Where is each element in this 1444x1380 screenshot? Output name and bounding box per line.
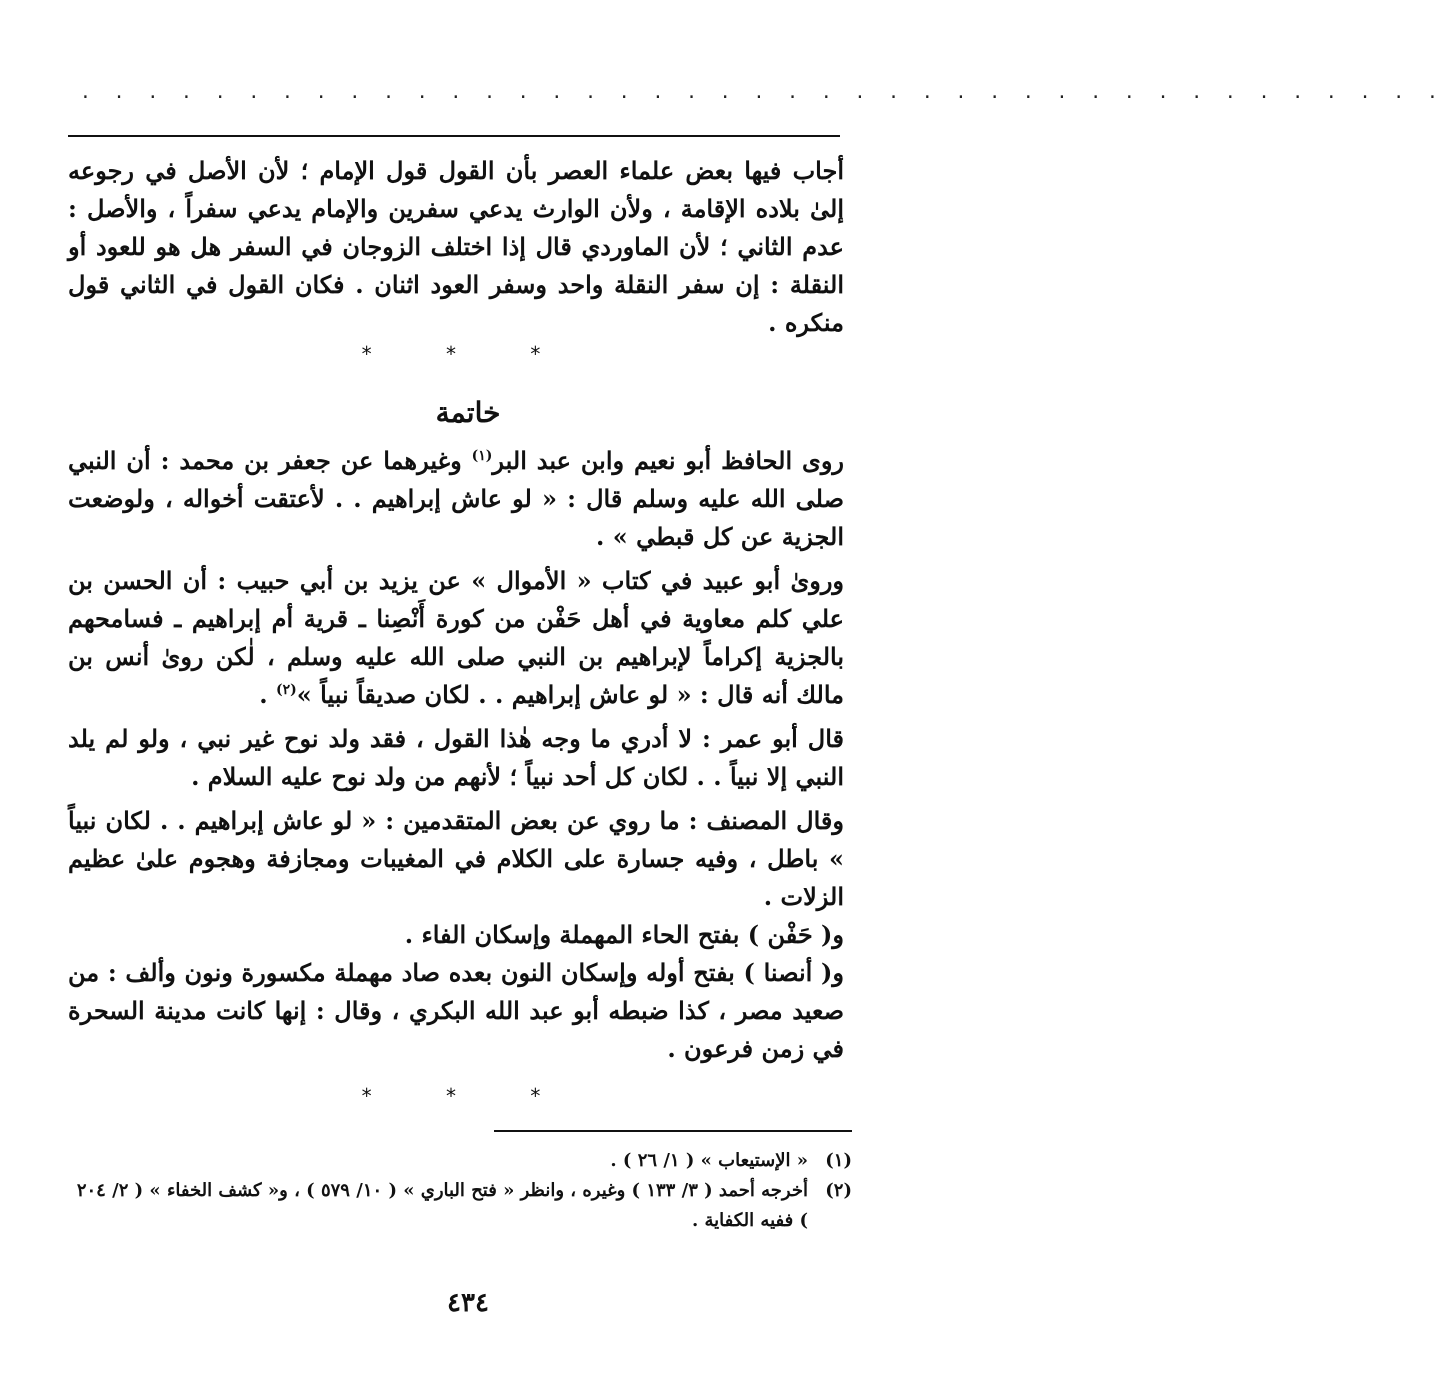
khatima-body [68,442,844,1074]
khatima-paragraph: و( أنصنا ) بفتح أوله وإسكان النون بعده صاد مهملة مكسورة ونون وألف : من صعيد مصر ، كذا ضبطه أبو عبد الله البكري ، وقال : إنها كانت مدينة السحرة في زمن فرعون . [68,958,844,1063]
section-separator-stars: * * * [361,342,575,366]
khatima-paragraph: قال أبو عمر : لا أدري ما وجه هٰذا القول ، فقد ولد نوح غير نبي ، ولو لم يلد النبي إلا نبياً . . لكان كل أحد نبياً ؛ لأنهم من ولد نوح عليه السلام . [68,724,844,791]
khatima-paragraph: وقال المصنف : ما روي عن بعض المتقدمين : « لو عاش إبراهيم . . لكان نبياً » باطل ، وفيه جسارة على الكلام في المغيبات ومجازفة وهجوم علىٰ عظيم الزلات . [68,806,844,911]
page-number: ٤٣٤ [447,1288,489,1318]
khatima-paragraph: وروىٰ أبو عبيد في كتاب « الأموال » عن يزيد بن أبي حبيب : أن الحسن بن علي كلم معاوية في أهل حَفْن من كورة أَنْصِنا ـ قرية أم إبراهيم ـ فسامحهم بالجزية إكراماً لإبراهيم بن النبي صلى الله عليه وسلم ، لٰكن روىٰ أنس بن مالك أنه قال : « لو عاش إبراهيم . . لكان صديقاً نبياً »$^{(٢)}$ . [68,566,845,709]
paragraph-continuation: أجاب فيها بعض علماء العصر بأن القول قول الإمام ؛ لأن الأصل في رجوعه إلىٰ بلاده الإقامة ، ولأن الوارث يدعي سفرين والإمام يدعي سفراً ، والأصل : عدم الثاني ؛ لأن الماوردي قال إذا اختلف الزوجان في السفر هل هو للعود أو النقلة : إن سفر النقلة واحد وسفر العود اثنان . فكان القول في الثاني قول منكره . [68,156,844,337]
footnote-ref-1[interactable]: (١) [471,448,493,464]
section-title: خاتمة [435,396,501,429]
footnote-item [68,1146,852,1176]
footnote-ref-2[interactable]: (٢) [276,682,297,698]
footnote-text: « الإستيعاب » ( ١/ ٢٦ ) . [610,1150,808,1171]
top-paragraph [68,152,844,348]
end-separator-stars: * * * [361,1084,575,1108]
footnotes [68,1146,852,1236]
footnote-number: (٢) [825,1180,852,1201]
khatima-paragraph: و( حَفْن ) بفتح الحاء المهملة وإسكان الفاء . [404,920,844,949]
footnote-number: (١) [825,1150,852,1171]
header-dotted-line: . . . . . . . . . . . . . . . . . . . . . . . . . . . . . . . . . . . . . . . . . [80,82,1444,103]
footnote-item [68,1176,852,1236]
khatima-paragraph: روى الحافظ أبو نعيم وابن عبد البر$^{(١)}$ وغيرهما عن جعفر بن محمد : أن النبي صلى الله عليه وسلم قال : « لو عاش إبراهيم . . لأعتقت أخواله ، ولوضعت الجزية عن كل قبطي » . [68,446,845,551]
header-rule [68,135,840,137]
footnote-rule [494,1130,852,1132]
footnote-text: أخرجه أحمد ( ٣/ ١٣٣ ) وغيره ، وانظر « فتح الباري » ( ١٠/ ٥٧٩ ) ، و« كشف الخفاء » ( ٢/ ٢٠٤ ) ففيه الكفاية . [76,1180,808,1231]
